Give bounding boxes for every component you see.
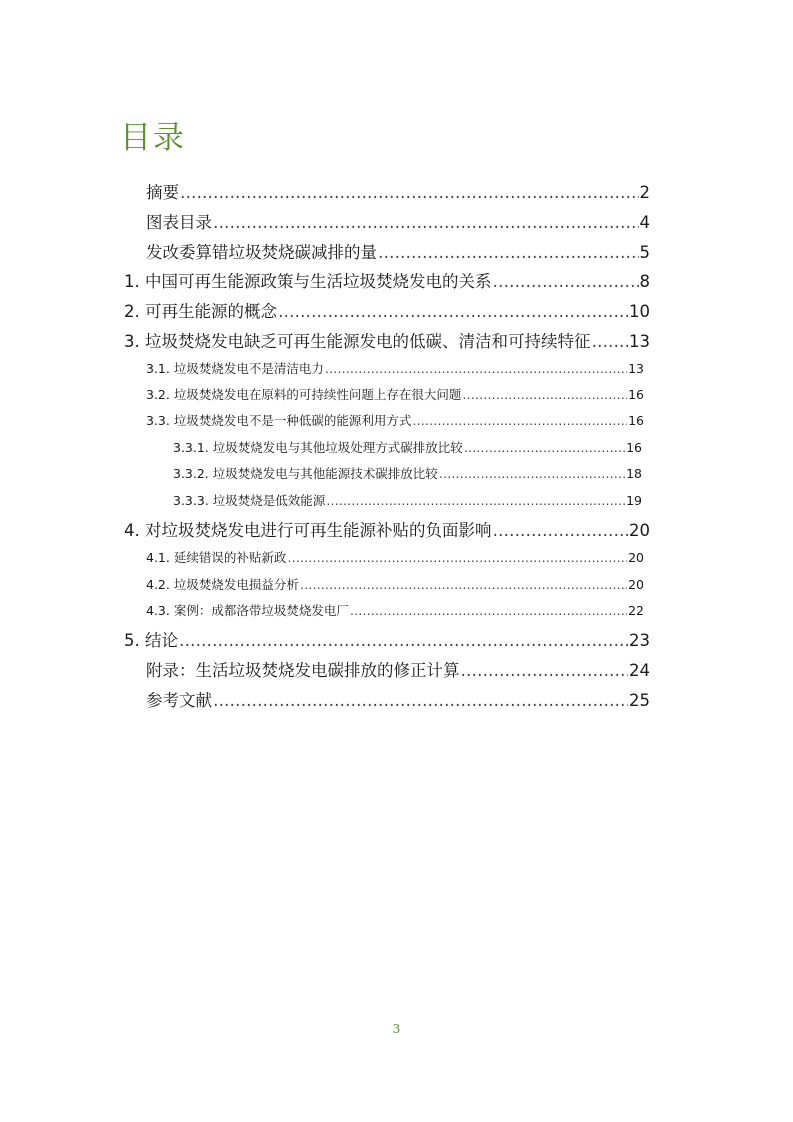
toc-entry-page: 5 [639, 243, 650, 262]
toc-entry-label: 摘要 [146, 183, 179, 202]
toc-entry[interactable] [173, 464, 642, 482]
toc-entry-page: 25 [629, 691, 650, 710]
toc-leader [278, 302, 628, 321]
toc-entry[interactable] [124, 517, 650, 539]
toc-leader [493, 521, 629, 540]
toc-entry[interactable] [146, 359, 644, 377]
toc-entry-label: 3.1. 垃圾焚烧发电不是清洁电力 [146, 361, 324, 376]
toc-entry-label: 4.2. 垃圾焚烧发电损益分析 [146, 577, 299, 592]
toc-entry-page: 20 [629, 521, 650, 540]
toc-leader [378, 243, 639, 262]
toc-entry-page: 19 [626, 493, 642, 508]
toc-entry[interactable] [124, 268, 650, 290]
toc-entry[interactable] [124, 328, 650, 350]
toc-leader [461, 661, 629, 680]
toc-entry-page: 24 [629, 661, 650, 680]
toc-entry-label: 1. 中国可再生能源政策与生活垃圾焚烧发电的关系 [124, 272, 492, 291]
toc-entry-page: 16 [628, 413, 644, 428]
toc-entry-label: 3.3.3. 垃圾焚烧是低效能源 [173, 493, 326, 508]
page-number: 3 [392, 1022, 401, 1036]
toc-entry[interactable] [124, 627, 650, 649]
toc-entry-label: 参考文献 [146, 691, 212, 710]
toc-leader [213, 691, 628, 710]
toc-leader [287, 550, 627, 565]
toc-entry-label: 2. 可再生能源的概念 [124, 302, 277, 321]
toc-entry-label: 5. 结论 [124, 631, 178, 650]
toc-entry[interactable] [146, 209, 650, 231]
toc-entry[interactable] [146, 687, 650, 709]
toc-entry[interactable] [124, 298, 650, 320]
toc-entry-page: 16 [628, 387, 644, 402]
toc-entry-page: 20 [628, 550, 644, 565]
toc-entry[interactable] [146, 239, 650, 261]
toc-entry[interactable] [146, 601, 644, 619]
toc-entry[interactable] [173, 491, 642, 509]
toc-leader [325, 361, 627, 376]
toc-entry-label: 3. 垃圾焚烧发电缺乏可再生能源发电的低碳、清洁和可持续特征 [124, 332, 591, 351]
toc-entry-label: 附录：生活垃圾焚烧发电碳排放的修正计算 [146, 661, 460, 680]
toc-entry-page: 13 [629, 332, 650, 351]
toc-leader [439, 466, 625, 481]
toc-leader [300, 577, 627, 592]
toc-leader [462, 387, 627, 402]
toc-leader [493, 272, 639, 291]
toc-leader [179, 631, 628, 650]
toc-entry-label: 4.3. 案例：成都洛带垃圾焚烧发电厂 [146, 603, 349, 618]
toc-entry[interactable] [146, 179, 650, 201]
toc-entry-label: 3.3. 垃圾焚烧发电不是一种低碳的能源利用方式 [146, 413, 412, 428]
toc-entry[interactable] [146, 548, 644, 566]
toc-entry-page: 16 [626, 440, 642, 455]
toc-entry[interactable] [146, 575, 644, 593]
toc-entry-label: 3.3.2. 垃圾焚烧发电与其他能源技术碳排放比较 [173, 466, 438, 481]
toc-entry-label: 图表目录 [146, 213, 212, 232]
toc-entry[interactable] [146, 657, 650, 679]
toc-entry-page: 13 [628, 361, 644, 376]
toc-entry-label: 3.2. 垃圾焚烧发电在原料的可持续性问题上存在很大问题 [146, 387, 462, 402]
toc-entry[interactable] [146, 385, 644, 403]
toc-entry-page: 22 [628, 603, 644, 618]
toc-entry-page: 10 [629, 302, 650, 321]
toc-entry[interactable] [173, 438, 642, 456]
toc-leader [412, 413, 627, 428]
toc-entry-page: 23 [629, 631, 650, 650]
toc-entry-label: 3.3.1. 垃圾焚烧发电与其他垃圾处理方式碳排放比较 [173, 440, 463, 455]
toc-leader [180, 183, 639, 202]
toc-leader [464, 440, 625, 455]
toc-leader [592, 332, 629, 351]
toc-entry-label: 发改委算错垃圾焚烧碳减排的量 [146, 243, 377, 262]
toc-entry[interactable] [146, 411, 644, 429]
toc-entry-page: 8 [639, 272, 650, 291]
toc-entry-page: 18 [626, 466, 642, 481]
toc-entry-page: 4 [639, 213, 650, 232]
toc-leader [350, 603, 627, 618]
toc-entry-page: 2 [639, 183, 650, 202]
toc-entry-label: 4. 对垃圾焚烧发电进行可再生能源补贴的负面影响 [124, 521, 492, 540]
toc-entry-page: 20 [628, 577, 644, 592]
toc-leader [326, 493, 625, 508]
toc-leader [213, 213, 639, 232]
toc-entry-label: 4.1. 延续错误的补贴新政 [146, 550, 287, 565]
page-title: 目录 [120, 120, 186, 156]
